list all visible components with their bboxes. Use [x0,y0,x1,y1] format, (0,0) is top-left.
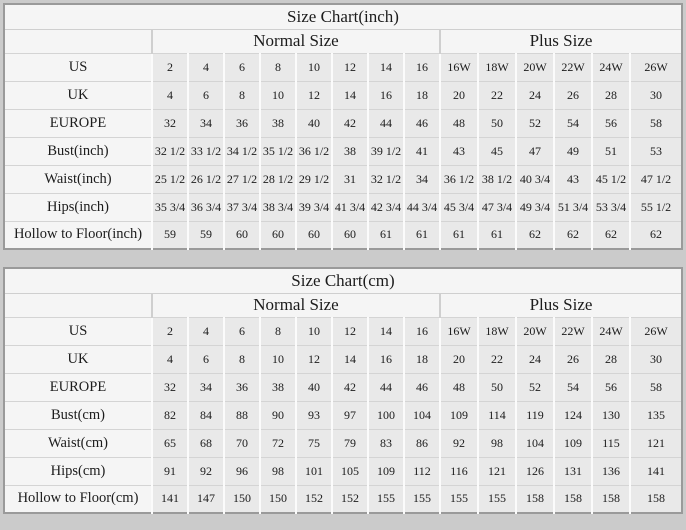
size-cell: 141 [630,457,682,485]
size-cell: 51 3/4 [554,193,592,221]
size-cell: 83 [368,429,404,457]
row-label: EUROPE [4,109,152,137]
size-cell: 24W [592,53,630,81]
size-cell: 18 [404,81,440,109]
size-cell: 38 1/2 [478,165,516,193]
size-cell: 47 [516,137,554,165]
row-label: US [4,317,152,345]
size-cell: 101 [296,457,332,485]
size-cell: 84 [188,401,224,429]
size-cell: 48 [440,373,478,401]
size-cell: 8 [224,345,260,373]
size-cell: 20 [440,81,478,109]
row-label: Hollow to Floor(inch) [4,221,152,249]
size-cell: 22 [478,345,516,373]
size-cell: 34 [188,373,224,401]
size-chart-cm-table [3,267,683,514]
size-cell: 28 [592,81,630,109]
size-cell: 34 1/2 [224,137,260,165]
size-cell: 62 [554,221,592,249]
size-cell: 16 [404,317,440,345]
size-cell: 75 [296,429,332,457]
size-cell: 135 [630,401,682,429]
size-cell: 62 [630,221,682,249]
size-cell: 35 3/4 [152,193,188,221]
size-cell: 119 [516,401,554,429]
size-cell: 34 [188,109,224,137]
size-cell: 44 3/4 [404,193,440,221]
size-cell: 36 [224,109,260,137]
size-cell: 116 [440,457,478,485]
size-cell: 126 [516,457,554,485]
size-cell: 45 1/2 [592,165,630,193]
row-label: Hips(inch) [4,193,152,221]
size-cell: 114 [478,401,516,429]
group-header-row [4,29,682,53]
size-cell: 82 [152,401,188,429]
size-cell: 30 [630,345,682,373]
size-cell: 40 3/4 [516,165,554,193]
size-cell: 58 [630,373,682,401]
size-cell: 158 [516,485,554,513]
size-cell: 39 1/2 [368,137,404,165]
size-cell: 53 3/4 [592,193,630,221]
size-cell: 33 1/2 [188,137,224,165]
size-cell: 26 [554,81,592,109]
size-cell: 10 [260,81,296,109]
size-cell: 155 [368,485,404,513]
size-cell: 18W [478,317,516,345]
size-cell: 62 [516,221,554,249]
size-cell: 32 1/2 [152,137,188,165]
size-cell: 32 [152,373,188,401]
chart-title: Size Chart(cm) [4,268,682,293]
size-cell: 25 1/2 [152,165,188,193]
size-cell: 56 [592,109,630,137]
size-cell: 43 [554,165,592,193]
group-header-row [4,293,682,317]
table-row [4,53,682,81]
size-cell: 18 [404,345,440,373]
group-header: Plus Size [440,29,682,53]
size-cell: 51 [592,137,630,165]
table-row [4,137,682,165]
row-label: Waist(inch) [4,165,152,193]
size-cell: 18W [478,53,516,81]
size-cell: 2 [152,53,188,81]
size-cell: 32 1/2 [368,165,404,193]
size-cell: 93 [296,401,332,429]
size-cell: 42 [332,109,368,137]
size-cell: 41 [404,137,440,165]
size-cell: 150 [224,485,260,513]
size-cell: 56 [592,373,630,401]
size-cell: 24W [592,317,630,345]
size-chart-inch-table [3,3,683,250]
size-cell: 8 [224,81,260,109]
size-cell: 150 [260,485,296,513]
table-row [4,193,682,221]
size-cell: 61 [440,221,478,249]
size-cell: 38 [332,137,368,165]
size-cell: 115 [592,429,630,457]
size-cell: 2 [152,317,188,345]
size-cell: 22W [554,53,592,81]
size-cell: 58 [630,109,682,137]
size-cell: 68 [188,429,224,457]
size-cell: 10 [296,53,332,81]
size-cell: 40 [296,109,332,137]
size-cell: 50 [478,109,516,137]
size-cell: 6 [224,53,260,81]
size-cell: 10 [296,317,332,345]
size-cell: 8 [260,53,296,81]
size-cell: 27 1/2 [224,165,260,193]
size-cell: 131 [554,457,592,485]
size-cell: 60 [296,221,332,249]
size-cell: 86 [404,429,440,457]
size-cell: 60 [224,221,260,249]
row-label: UK [4,81,152,109]
size-cell: 20 [440,345,478,373]
size-cell: 65 [152,429,188,457]
size-cell: 47 3/4 [478,193,516,221]
size-cell: 61 [478,221,516,249]
size-cell: 97 [332,401,368,429]
size-cell: 158 [630,485,682,513]
size-cell: 6 [188,81,224,109]
size-cell: 35 1/2 [260,137,296,165]
size-cell: 12 [296,345,332,373]
table-row [4,401,682,429]
size-cell: 104 [404,401,440,429]
group-header: Normal Size [152,293,440,317]
size-cell: 6 [188,345,224,373]
table-row [4,221,682,249]
size-cell: 59 [152,221,188,249]
size-cell: 38 3/4 [260,193,296,221]
size-cell: 36 3/4 [188,193,224,221]
size-cell: 31 [332,165,368,193]
size-cell: 46 [404,373,440,401]
size-cell: 48 [440,109,478,137]
size-cell: 100 [368,401,404,429]
size-cell: 92 [440,429,478,457]
table-row [4,457,682,485]
size-cell: 141 [152,485,188,513]
row-label: Waist(cm) [4,429,152,457]
size-cell: 14 [368,53,404,81]
row-label: Hollow to Floor(cm) [4,485,152,513]
size-cell: 24 [516,345,554,373]
size-cell: 32 [152,109,188,137]
size-cell: 4 [152,345,188,373]
size-cell: 155 [404,485,440,513]
title-row [4,4,682,29]
size-cell: 45 3/4 [440,193,478,221]
row-label: Bust(inch) [4,137,152,165]
table-row [4,373,682,401]
size-cell: 121 [478,457,516,485]
size-cell: 12 [332,53,368,81]
size-cell: 42 [332,373,368,401]
table-row [4,81,682,109]
size-cell: 16 [368,81,404,109]
size-cell: 12 [296,81,332,109]
size-cell: 98 [478,429,516,457]
size-cell: 109 [440,401,478,429]
size-cell: 98 [260,457,296,485]
size-cell: 16 [368,345,404,373]
size-cell: 24 [516,81,554,109]
size-cell: 49 3/4 [516,193,554,221]
size-cell: 136 [592,457,630,485]
size-cell: 14 [332,345,368,373]
size-cell: 22W [554,317,592,345]
table-row [4,429,682,457]
size-cell: 62 [592,221,630,249]
chart-title: Size Chart(inch) [4,4,682,29]
group-header: Normal Size [152,29,440,53]
size-cell: 16W [440,317,478,345]
title-row [4,268,682,293]
size-cell: 6 [224,317,260,345]
size-cell: 4 [188,53,224,81]
size-cell: 88 [224,401,260,429]
size-cell: 29 1/2 [296,165,332,193]
size-cell: 44 [368,373,404,401]
size-cell: 54 [554,109,592,137]
size-cell: 8 [260,317,296,345]
group-header: Plus Size [440,293,682,317]
size-cell: 14 [332,81,368,109]
size-cell: 124 [554,401,592,429]
size-cell: 36 1/2 [296,137,332,165]
table-row [4,485,682,513]
size-cell: 12 [332,317,368,345]
size-cell: 26 [554,345,592,373]
size-cell: 61 [404,221,440,249]
size-cell: 54 [554,373,592,401]
size-cell: 59 [188,221,224,249]
size-cell: 4 [152,81,188,109]
size-cell: 109 [368,457,404,485]
size-cell: 52 [516,109,554,137]
size-cell: 130 [592,401,630,429]
size-cell: 44 [368,109,404,137]
size-cell: 61 [368,221,404,249]
size-cell: 43 [440,137,478,165]
size-cell: 53 [630,137,682,165]
size-cell: 39 3/4 [296,193,332,221]
size-cell: 79 [332,429,368,457]
size-cell: 60 [260,221,296,249]
size-cell: 60 [332,221,368,249]
table-row [4,165,682,193]
size-cell: 26W [630,317,682,345]
size-cell: 28 1/2 [260,165,296,193]
size-cell: 38 [260,109,296,137]
size-cell: 34 [404,165,440,193]
size-cell: 109 [554,429,592,457]
size-cell: 41 3/4 [332,193,368,221]
size-cell: 50 [478,373,516,401]
size-cell: 104 [516,429,554,457]
table-row [4,317,682,345]
size-cell: 37 3/4 [224,193,260,221]
size-cell: 155 [478,485,516,513]
row-label: US [4,53,152,81]
size-cell: 22 [478,81,516,109]
size-cell: 16 [404,53,440,81]
size-cell: 26W [630,53,682,81]
table-row [4,345,682,373]
size-cell: 49 [554,137,592,165]
size-cell: 20W [516,53,554,81]
size-cell: 96 [224,457,260,485]
size-cell: 52 [516,373,554,401]
size-cell: 92 [188,457,224,485]
size-cell: 152 [296,485,332,513]
size-cell: 47 1/2 [630,165,682,193]
row-label: Bust(cm) [4,401,152,429]
size-cell: 147 [188,485,224,513]
size-cell: 14 [368,317,404,345]
size-cell: 30 [630,81,682,109]
size-cell: 105 [332,457,368,485]
size-cell: 45 [478,137,516,165]
size-cell: 36 1/2 [440,165,478,193]
size-cell: 91 [152,457,188,485]
corner-cell [4,293,152,317]
size-cell: 36 [224,373,260,401]
corner-cell [4,29,152,53]
size-cell: 4 [188,317,224,345]
size-cell: 38 [260,373,296,401]
size-cell: 20W [516,317,554,345]
table-row [4,109,682,137]
size-cell: 152 [332,485,368,513]
size-cell: 155 [440,485,478,513]
size-cell: 26 1/2 [188,165,224,193]
size-cell: 16W [440,53,478,81]
size-cell: 112 [404,457,440,485]
size-cell: 42 3/4 [368,193,404,221]
row-label: Hips(cm) [4,457,152,485]
size-cell: 90 [260,401,296,429]
size-cell: 28 [592,345,630,373]
size-cell: 10 [260,345,296,373]
size-cell: 46 [404,109,440,137]
size-cell: 158 [592,485,630,513]
row-label: UK [4,345,152,373]
size-cell: 158 [554,485,592,513]
size-cell: 121 [630,429,682,457]
row-label: EUROPE [4,373,152,401]
size-cell: 40 [296,373,332,401]
size-cell: 72 [260,429,296,457]
size-cell: 70 [224,429,260,457]
size-cell: 55 1/2 [630,193,682,221]
